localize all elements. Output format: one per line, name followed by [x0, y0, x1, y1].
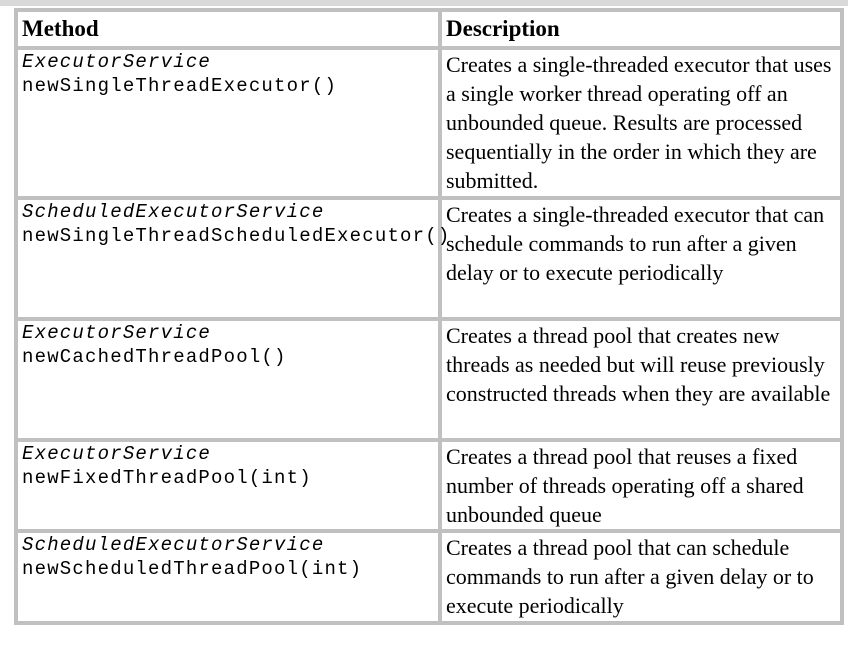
table-row	[16, 319, 842, 440]
return-type: ExecutorService	[22, 322, 212, 344]
method-cell	[16, 531, 440, 623]
table-row	[16, 48, 842, 198]
table-row	[16, 440, 842, 531]
return-type: ScheduledExecutorService	[22, 201, 325, 223]
executor-methods-table	[14, 8, 844, 625]
method-signature: newScheduledThreadPool(int)	[22, 558, 363, 580]
description-cell: Creates a single-threaded executor that can schedule commands to run after a given delay or to execute periodically	[440, 198, 842, 319]
description-cell: Creates a thread pool that can schedule commands to run after a given delay or to execute periodically	[440, 531, 842, 623]
description-cell: Creates a thread pool that reuses a fixed number of threads operating off a shared unbounded queue	[440, 440, 842, 531]
description-cell: Creates a thread pool that creates new threads as needed but will reuse previously constructed threads when they are available	[440, 319, 842, 440]
return-type: ScheduledExecutorService	[22, 534, 325, 556]
table-row	[16, 198, 842, 319]
method-cell	[16, 440, 440, 531]
return-type: ExecutorService	[22, 51, 212, 73]
return-type: ExecutorService	[22, 443, 212, 465]
method-signature: newCachedThreadPool()	[22, 346, 287, 368]
method-signature: newSingleThreadScheduledExecutor()	[22, 225, 451, 247]
column-header-description: Description	[440, 10, 842, 48]
table-header-row	[16, 10, 842, 48]
method-cell	[16, 48, 440, 198]
table-row	[16, 531, 842, 623]
column-header-method: Method	[16, 10, 440, 48]
description-cell: Creates a single-threaded executor that uses a single worker thread operating off an unbounded queue. Results are processed sequentially in the order in which they are submitted.	[440, 48, 842, 198]
method-signature: newFixedThreadPool(int)	[22, 467, 312, 489]
method-cell	[16, 319, 440, 440]
method-signature: newSingleThreadExecutor()	[22, 75, 338, 97]
method-cell	[16, 198, 451, 319]
